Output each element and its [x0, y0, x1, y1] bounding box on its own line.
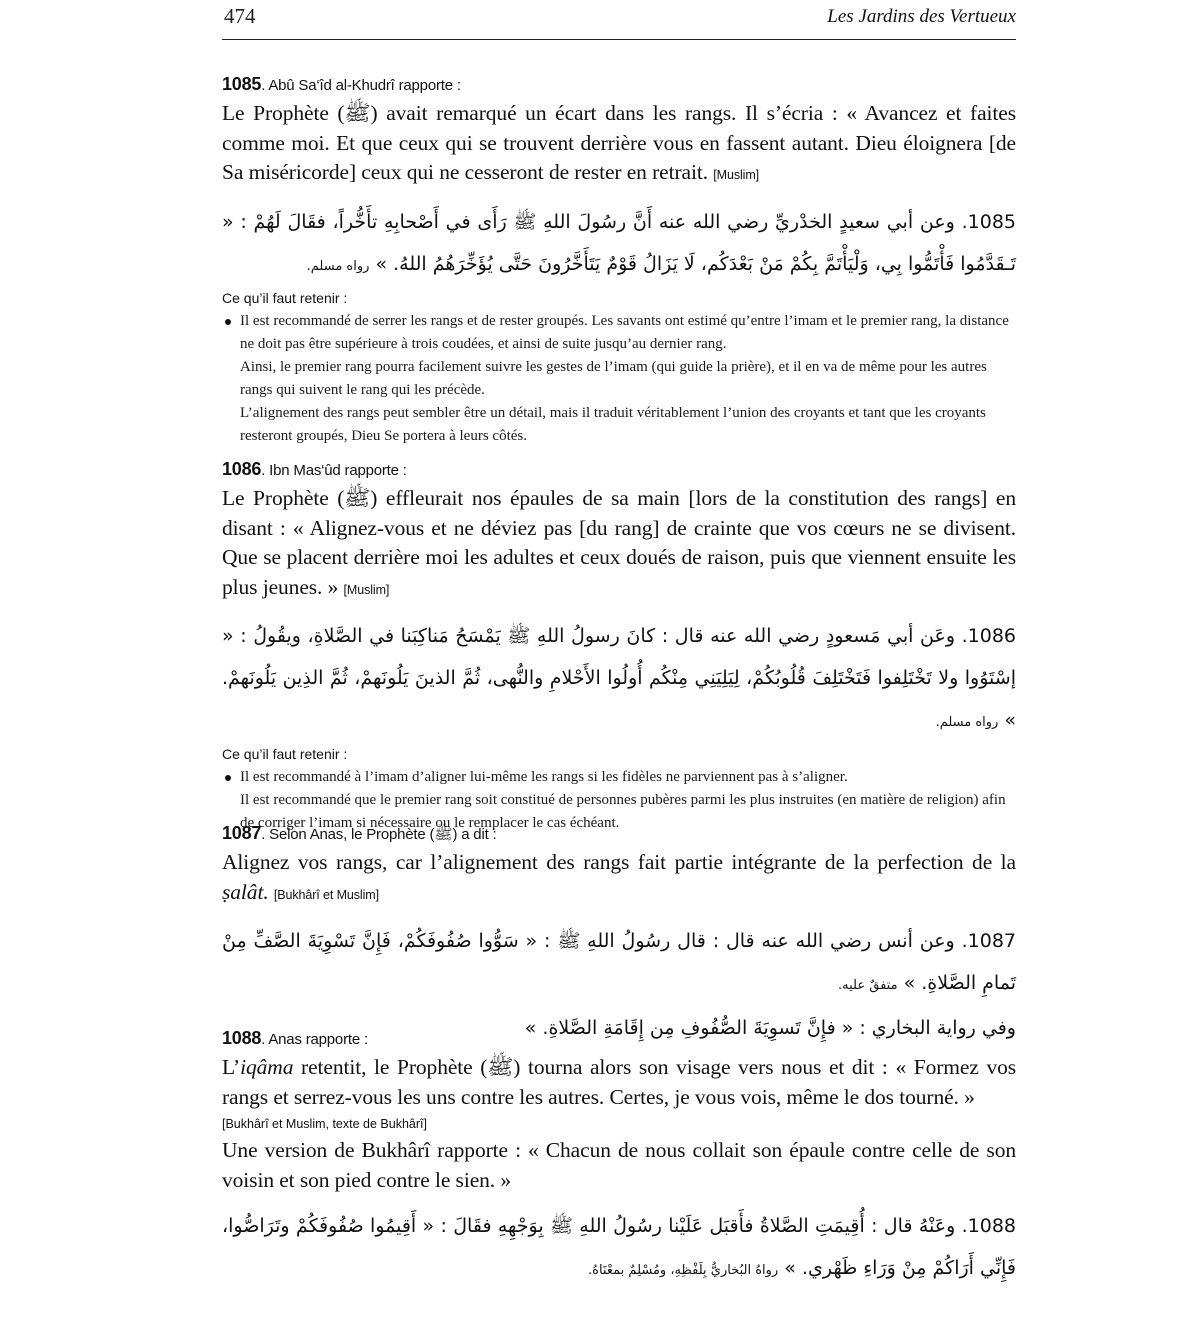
hadith-translation — [222, 1053, 1016, 1112]
note-paragraph: L’alignement des rangs peut sembler être un détail, mais il traduit véritablement l’union des croyants et tant que les croyants resteront groupés, Dieu Se portera à leurs côtés. — [240, 404, 986, 444]
hadith-translation — [222, 484, 1016, 605]
translation-prefix: L’ — [222, 1055, 241, 1079]
note-paragraph: Ainsi, le premier rang pourra facilement suivre les gestes de l’imam (qui guide la prière), et il en va de même pour les autres rangs qui suivent le rang qui les précède. — [240, 358, 987, 398]
arabic-text — [222, 201, 1016, 288]
arabic-hadith: 1087. وعن أنس رضي الله عنه قال : قال رسُولُ اللهِ ﷺ : « سَوُّوا صُفُوفَكُمْ، فَإِنَّ تَسْوِيَةَ الصَّفِّ مِنْ تَمامِ الصَّلاةِ. » — [222, 930, 1016, 994]
hadith-narrator: . Selon Anas, le Prophète (ﷺ) a dit : — [261, 826, 497, 843]
hadith-number: 1087 — [222, 823, 262, 843]
hadith-source: [Muslim] — [343, 582, 390, 597]
arabic-source: رواه مسلم. — [935, 715, 999, 730]
translation-text: Alignez vos rangs, car l’alignement des rangs fait partie intégrante de la perfection de la — [222, 850, 1016, 874]
translation-text: retentit, le Prophète (ﷺ) tourna alors son visage vers nous et dit : « Formez vos rangs et serrez-vous les uns contre les autres. Certes, je vous vois, même le dos tourné. » — [222, 1055, 1017, 1109]
hadith-narrator: . Abû Sa‘îd al-Khudrî rapporte : — [261, 77, 461, 94]
note-paragraph: Il est recommandé que le premier rang soit constitué de personnes pubères parmi les plus instruites (en matière de religion) afin de corriger l’imam si nécessaire ou le remplacer le cas échéant. — [240, 792, 1006, 831]
transliterated-term: ṣalât. — [222, 879, 269, 904]
arabic-hadith: 1086. وعَن أبي مَسعودٍ رضي الله عنه قال : كانَ رسولُ اللهِ ﷺ يَمْسَحُ مَناكِبَنا في الصَّلاةِ، ويقُولُ : « إسْتَوُوا ولا تَخْتَلِفوا فَتَخْتَلِفَ قُلُوبُكُمْ، لِيَلِيَنِي مِنْكُم أُولُوا الأَحْلامِ والنُّهى، ثُمَّ الذينَ يَلُونَهمْ، ثُمَّ الذِين يَلُونَهمْ. » — [222, 625, 1016, 731]
hadith-1085 — [222, 74, 1016, 448]
hadith-1088 — [222, 1028, 1016, 1292]
page-number: 474 — [224, 4, 256, 28]
bullet-icon — [225, 319, 231, 325]
book-title: Les Jardins des Vertueux — [827, 6, 1016, 27]
arabic-hadith: 1085. وعن أبي سعيدٍ الخدْريِّ رضي الله عنه أَنَّ رسُولَ اللهِ ﷺ رَأَى في أَصْحابِهِ تأَخُّراً، فقَالَ لَهُمْ : « تَـقَدَّمُوا فَأْتَمُّوا بِي، وَلْيَأْتَمَّ بِكُمْ مَنْ بَعْدَكُم، لَا يَزَالُ قَوْمٌ يَتَأَخَّرُونَ حَتَّى يُؤَخِّرَهُمُ اللهُ. » — [222, 210, 1016, 275]
hadith-source: [Bukhârî et Muslim, texte de Bukhârî] — [222, 1117, 427, 1131]
note-paragraph: Il est recommandé de serrer les rangs et de rester groupés. Les savants ont estimé qu’entre l’imam et le premier rang, la distance ne doit pas être supérieure à trois coudées, et ainsi de suite jusqu’au dernier rang. — [240, 312, 1009, 352]
hadith-number: 1088 — [222, 1028, 262, 1048]
hadith-variant-translation: Une version de Bukhârî rapporte : « Chacun de nous collait son épaule contre celle de son voisin et son pied contre le sien. » — [222, 1138, 1016, 1192]
arabic-text — [222, 615, 1016, 744]
hadith-heading — [222, 74, 1016, 96]
bullet-icon — [225, 775, 231, 781]
commentary-notes — [222, 310, 1016, 448]
hadith-1086 — [222, 459, 1016, 835]
note-paragraph: Il est recommandé à l’imam d’aligner lui-même les rangs si les fidèles ne parviennent pas à s’aligner. — [240, 769, 848, 785]
running-header — [222, 4, 1016, 34]
hadith-heading — [222, 459, 1016, 481]
hadith-source: [Bukhârî et Muslim] — [273, 887, 379, 902]
arabic-source: متفقٌ عليه. — [838, 978, 898, 993]
arabic-text — [222, 920, 1016, 1007]
translation-text: Le Prophète (ﷺ) avait remarqué un écart dans les rangs. Il s’écria : « Avancez et faites comme moi. Et que ceux qui se trouvent derrière vous en fassent autant. Dieu éloignera [de Sa miséricorde] ceux qui ne cesseront de rester en retrait. — [222, 101, 1016, 184]
arabic-hadith: 1088. وعَنْهُ قال : أُقِيمَتِ الصَّلاةُ فأَقبَل عَلَيْنا رسُولُ اللهِ ﷺ بِوَجْهِهِ فقَالَ : « أَقِيمُوا صُفُوفَكُمْ وتَرَاصُّوا، فَإِنِّي أَرَاكُمْ مِنْ وَرَاءِ ظَهْري. » — [222, 1215, 1016, 1279]
hadith-narrator: . Anas rapporte : — [261, 1031, 368, 1048]
hadith-translation — [222, 99, 1016, 191]
translation-text: Le Prophète (ﷺ) effleurait nos épaules de sa main [lors de la constitution des rangs] en disant : « Alignez-vous et ne déviez pas [du rang] de crainte que vos cœurs ne se divisent. Que se placent derrière moi les adultes et ceux doués de raison, puis que viennent ensuite les plus jeunes. » — [222, 486, 1016, 599]
arabic-variant: وفي رواية البخاري : « فإِنَّ تَسوِيَةَ الصُّفُوفِ مِن إِقَامَةِ الصَّلاةِ. » — [524, 1017, 1016, 1039]
hadith-heading — [222, 1028, 1016, 1050]
hadith-heading — [222, 823, 1016, 845]
arabic-source: رواهُ البُخاريُّ بِلَفْظِهِ، ومُسْلِمٌ بمعْنَاهُ. — [588, 1263, 779, 1278]
retain-label: Ce qu’il faut retenir : — [222, 289, 348, 306]
retain-label: Ce qu’il faut retenir : — [222, 746, 348, 762]
hadith-number: 1086 — [222, 459, 262, 479]
transliterated-term: iqâma — [240, 1055, 294, 1079]
arabic-text — [222, 1205, 1016, 1292]
hadith-1087 — [222, 823, 1016, 1049]
header-rule — [222, 39, 1016, 40]
arabic-source: رواه مسلم. — [306, 258, 370, 274]
hadith-number: 1085 — [222, 74, 262, 94]
hadith-translation — [222, 848, 1016, 910]
hadith-narrator: . Ibn Mas‘ûd rapporte : — [261, 462, 407, 479]
hadith-source: [Muslim] — [713, 168, 760, 182]
